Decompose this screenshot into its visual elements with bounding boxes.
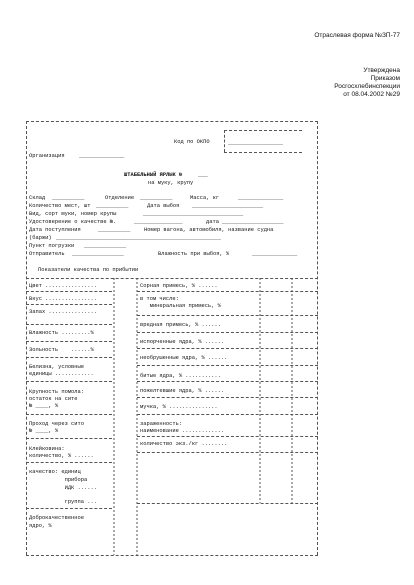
loading-point-field[interactable]: _____________ bbox=[84, 243, 127, 249]
sep-right-8 bbox=[137, 414, 318, 415]
cert-date-label: дата bbox=[206, 219, 219, 225]
row-unhusked: необрушенные ядра, % ...... bbox=[140, 355, 228, 361]
mass-label: Масса, кг bbox=[190, 195, 220, 201]
mass-field[interactable]: ______________ bbox=[238, 195, 284, 201]
row-gluten-wet-1: Клейковина: bbox=[29, 446, 65, 452]
row-crushed: битые ядра, % ........... bbox=[140, 373, 221, 379]
form-title: ШТАБЕЛЬНЫЙ ЯРЛЫК № bbox=[124, 172, 183, 178]
row-ash: Зольность ......% bbox=[29, 347, 94, 353]
sep-left-3 bbox=[26, 324, 112, 325]
receipt-date-field[interactable]: __________ bbox=[98, 227, 131, 233]
sep-right-6 bbox=[137, 381, 318, 382]
quantity-label: Количество мест, шт bbox=[29, 203, 91, 209]
organization-field[interactable]: ______________ bbox=[79, 153, 125, 159]
moisture-field[interactable]: ______________ bbox=[252, 251, 298, 257]
sep-left-6 bbox=[26, 381, 112, 382]
cert-date-field[interactable]: ___________________ bbox=[222, 219, 284, 225]
sep-right-11 bbox=[137, 503, 318, 504]
row-smell: Запах ............... bbox=[29, 309, 97, 315]
row-gluten-1: Белизна, условные bbox=[29, 364, 84, 370]
title-number-field[interactable]: ___ bbox=[198, 172, 208, 178]
sep-left-8 bbox=[26, 438, 112, 439]
sep-right-5 bbox=[137, 365, 318, 366]
type-label: Вид, сорт муки, номер крупы bbox=[29, 211, 117, 217]
sep-left-1 bbox=[26, 291, 112, 292]
okpo-label: Код по ОКПО bbox=[174, 139, 210, 145]
row-infestation-2: наименование ............. bbox=[140, 428, 225, 434]
release-date-field[interactable]: ______________________ bbox=[192, 203, 264, 209]
moisture-label: Влажность при выбоя, % bbox=[158, 251, 230, 257]
sep-left-9 bbox=[26, 462, 112, 463]
frame-top bbox=[26, 121, 318, 122]
barge-label: (баржи) bbox=[29, 235, 52, 241]
sep-right-3 bbox=[137, 332, 318, 333]
wagon-label: Номер вагона, автомобиля, название судна bbox=[144, 227, 274, 233]
row-taste: Вкус ................ bbox=[29, 296, 97, 302]
row-infestation-1: зараженность: bbox=[140, 421, 183, 427]
quality-header: Показатели качества по прибытии bbox=[38, 267, 139, 273]
warehouse-field[interactable]: __________ bbox=[52, 195, 85, 201]
sep-left-7 bbox=[26, 414, 112, 415]
row-weed-impurity: Сорная примесь, % ...... bbox=[140, 283, 218, 289]
okpo-box-left bbox=[224, 130, 225, 152]
okpo-field[interactable]: _________________ bbox=[228, 140, 283, 146]
row-color: Цвет ................ bbox=[29, 283, 97, 289]
sep-left-2 bbox=[26, 304, 112, 305]
approval-line-4: от 08.04.2002 №29 bbox=[343, 91, 400, 98]
certificate-field[interactable]: _______________ bbox=[134, 219, 183, 225]
approval-line-3: Росгосхлебинспекции bbox=[334, 83, 400, 90]
sep-right-7 bbox=[137, 397, 318, 398]
certificate-label: Удостоверение о качестве №. bbox=[29, 219, 117, 225]
row-grind-2: остаток на сите bbox=[29, 396, 78, 402]
row-spoiled: испорченные ядра, % ...... bbox=[140, 339, 225, 345]
row-pests: количество экз./кг ........ bbox=[140, 441, 228, 447]
row-incl-2: минеральная примесь, % bbox=[140, 303, 221, 309]
form-number: Отраслевая форма №ЗП-77 bbox=[314, 32, 400, 39]
row-gluten-2: единицы ............ bbox=[29, 371, 94, 377]
row-sieve-1: Проход через сито bbox=[29, 421, 84, 427]
row-flour: мучка, % ............... bbox=[140, 404, 218, 410]
okpo-box-top bbox=[224, 130, 302, 131]
quantity-field[interactable]: __________ bbox=[96, 203, 129, 209]
sep-right-2 bbox=[137, 315, 318, 316]
barge-field[interactable]: ___________________________________________________ bbox=[56, 235, 221, 241]
okpo-box-bottom bbox=[224, 152, 302, 153]
release-date-label: Дата выбоя bbox=[147, 203, 180, 209]
sender-label: Отправитель bbox=[29, 251, 65, 257]
frame-bottom bbox=[26, 555, 318, 556]
row-benign-1: Доброкачественное bbox=[29, 515, 84, 521]
approval-line-2: Приказом bbox=[370, 75, 400, 82]
type-field[interactable]: _______________________________ bbox=[143, 211, 244, 217]
row-gluten-quality-1: качество: единиц bbox=[29, 469, 81, 475]
sep-right-9 bbox=[137, 436, 318, 437]
warehouse-label: Склад bbox=[29, 195, 46, 201]
row-sieve-2: № ____, % bbox=[29, 428, 59, 434]
loading-point-label: Пункт погрузки bbox=[29, 243, 75, 249]
sender-field[interactable]: ________________ bbox=[72, 251, 124, 257]
approval-line-1: Утверждена bbox=[363, 67, 400, 74]
row-husked-crushed: пожелтевшие ядра, % ...... bbox=[140, 388, 225, 394]
row-moisture-quality: Влажность .........% bbox=[29, 330, 94, 336]
organization-label: Организация bbox=[29, 153, 65, 159]
row-gluten-quality-5: группа ... bbox=[29, 499, 97, 505]
form-subtitle: на муку, крупу bbox=[148, 180, 194, 186]
row-benign-2: ядро, % bbox=[29, 523, 52, 529]
department-field[interactable]: __________ bbox=[140, 195, 173, 201]
row-harmful: вредная примесь, % ...... bbox=[140, 322, 221, 328]
sep-left-5 bbox=[26, 357, 112, 358]
sep-right-10 bbox=[137, 452, 318, 453]
sep-right-1 bbox=[137, 291, 318, 292]
sep-left-10 bbox=[26, 508, 112, 509]
row-grind-1: Крупность помола: bbox=[29, 389, 84, 395]
row-gluten-quality-3: ИДК ...... bbox=[29, 485, 97, 491]
row-gluten-quality-2: прибора bbox=[29, 477, 88, 483]
sep-right-4 bbox=[137, 348, 318, 349]
row-gluten-wet-2: количество, % ...... bbox=[29, 453, 94, 459]
row-incl-1: в том числе: bbox=[140, 296, 179, 302]
row-grind-3: № ____, % bbox=[29, 403, 59, 409]
quality-grid bbox=[26, 278, 318, 555]
department-label: Отделение bbox=[105, 195, 135, 201]
receipt-date-label: Дата поступления bbox=[29, 227, 81, 233]
sep-left-4 bbox=[26, 341, 112, 342]
